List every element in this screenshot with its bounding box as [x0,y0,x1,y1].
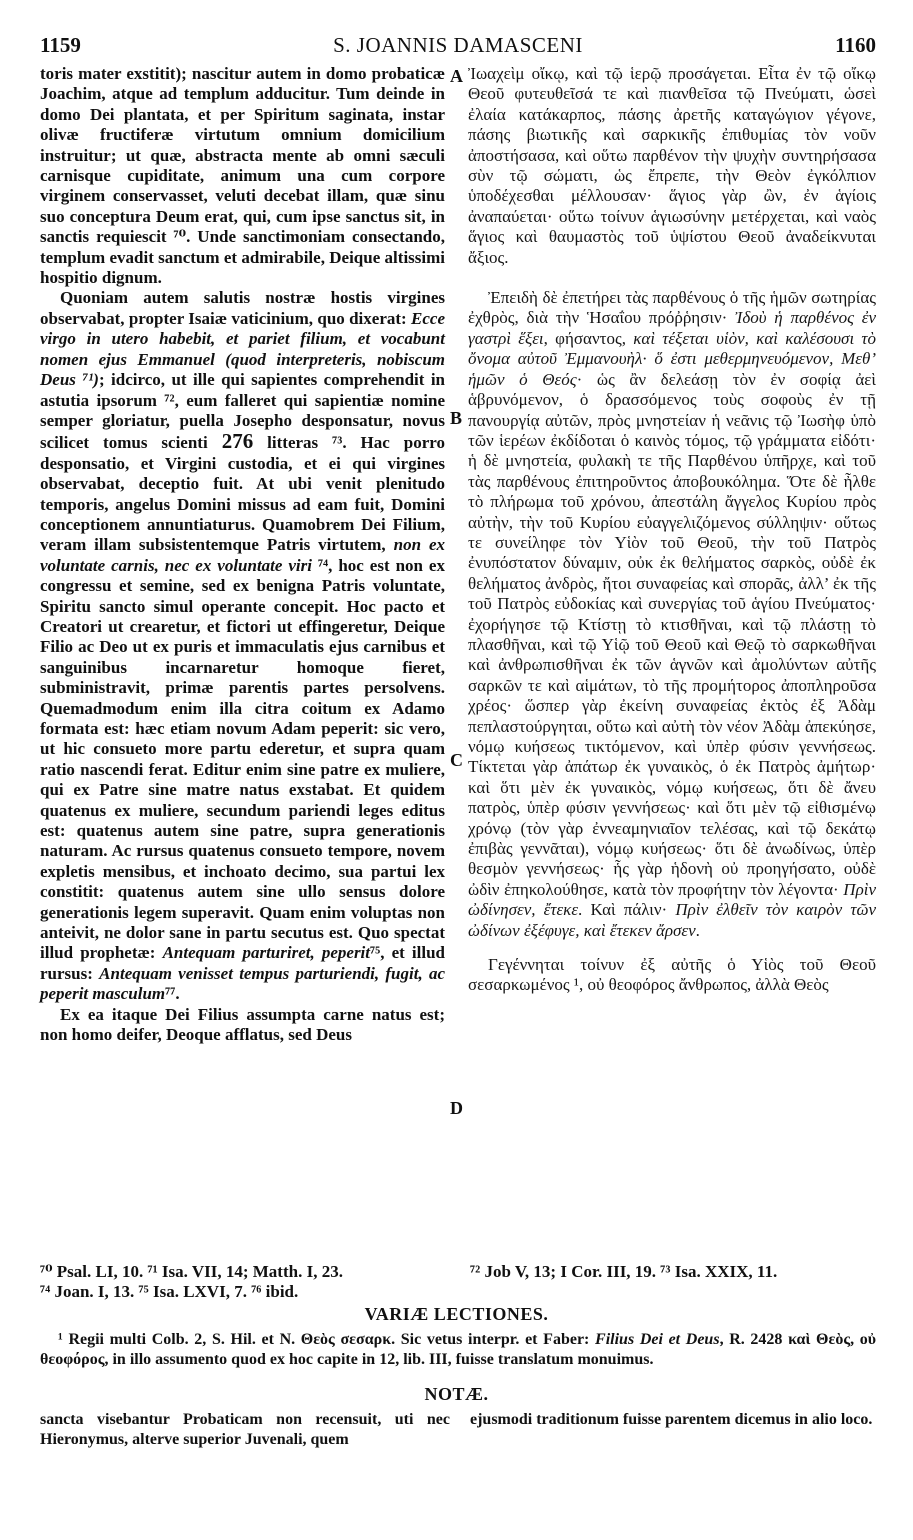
latin-text: ; idcirco, ut ille qui sapientes comprehendit in astutia ipsorum ⁷², eum falleret qui sapientiæ nomine semper gloriatur, puella Josepho desponsatur, novus scilicet tomus scienti [40,370,446,453]
latin-text: litteras ⁷³. Hac porro desponsatio, et Virgini custodia, et ei qui virgines observabat, deceptio fuit. At ubi venit plenitudo temporis, angelus Domini missus ad eam fuit, Domini conceptionem annuntiaturus. Quamobrem Dei Filium, veram illam subsistentemque Patris virtutem, [40,433,446,555]
notae-title: NOTÆ. [424,1384,489,1404]
greek-quote-prophet: Πρὶν ὠδίνησεν, ἔτεκε [468,879,877,920]
notae-left: sancta visebantur Probaticam non recensuit, uti nec Hieronymus, alterve superior Juvenali, quem [40,1411,450,1448]
latin-text: Quoniam autem salutis nostræ hostis virgines observabat, propter Isaiæ vaticinium, quo dixerat: [40,288,445,328]
latin-quote-john: non ex voluntate carnis, nec ex voluntate viri [40,535,446,575]
greek-text: · ὡς ἂν δελεάσῃ τὸν ἐν σοφίᾳ ἀεὶ ἁβρυνόμενον, ὁ δρασσόμενος τοὺς σοφοὺς ἐν τῇ πανουργίᾳ αὐτῶν, πρὸς μνηστείαν ἡ νεᾶνις τῷ Ἰωσὴφ ὑπὸ τῶν ἱερέων ἐκδίδοται ὁ καινὸς τόμος, τῷ γράμματα εἰδότι· ἡ δὲ μνηστεία, φυλακὴ τε τῆς Παρθένου ὑπῆρχε, καὶ τοῦ τὰς παρθένους ἐπιτηροῦντος ἀποβουκόλημα. Ὅτε δὲ ἦλθε τὸ πλήρωμα τοῦ χρόνου, ἀπεστάλη ἄγγελος Κυρίου πρὸς αὐτὴν, τὴν τοῦ Κυρίου εὐαγγελιζόμενος σύλληψιν· οὕτως τε συνείληφε τὸν Υἱὸν τοῦ Θεοῦ, τὴν τοῦ Πατρὸς ἐνυπόστατον δύναμιν, οὐκ ἐκ θελήματος σαρκὸς, οὐδὲ ἐκ θελήματος ἀνδρὸς, ἤτοι συναφείας καὶ σπορᾶς, ἀλλ’ ἐκ τῆς τοῦ Πατρὸς εὐδοκίας καὶ συνεργίας τοῦ ἁγίου Πνεύματος· ἐχορήγησε τῷ Κτίστῃ τὸ κτισθῆναι, καὶ τῷ πλάστῃ τὸ πλασθῆναι, καὶ τῷ Υἱῷ τοῦ Θεοῦ καὶ Θεῷ τὸ σαρκωθῆναι καὶ ἀνθρωπισθῆναι ἐκ τῶν ἁγνῶν καὶ ἀμολύντων αὐτῆς σαρκῶν τε καὶ αἱμάτων, τὸ τῆς προμήτορος ἀποπληροῦσα χρέος· ὥσπερ γὰρ ἐκείνη συναφείας ἐκτὸς ἐξ Ἀδὰμ πεπλαστούργηται, οὕτω καὶ αὐτὴ τὸν νέον Ἀδὰμ ἀπεκύησε, νόμῳ κυήσεως τικτόμενον, καὶ ὑπὲρ φύσιν γεννήσεως. Τίκτεται γὰρ ἀπάτωρ ἐκ γυναικὸς, ὁ ἐκ Πατρὸς ἀμήτωρ· καὶ ὅτι μὲν ἐκ γυναικὸς, νόμῳ κυήσεως, ὅτι δὲ ἄνευ πατρὸς, ὑπὲρ φύσιν γεννήσεως· καὶ ὅτι μὲν τῷ εἰθισμένῳ χρόνῳ (τὸν γὰρ ἐννεαμηνιαῖον τελέσας, καὶ τῷ δεκάτῳ ἐπιβὰς γεννᾶται), νόμῳ κυήσεως· ὅτι δὲ ἀνωδίνως, ὑπὲρ θεσμὸν γεννήσεως· ἧς γὰρ ἡδονὴ οὐ προηγήσατο, οὐδὲ ὠδὶν ἐπηκολούθησε, κατὰ τὸν προφήτην τὸν λέγοντα· [468,369,877,899]
greek-text: . [695,920,700,940]
notae-right: ejusmodi traditionum fuisse parentem dicemus in alio loco. [470,1411,873,1428]
margin-letter-c: C [450,750,463,770]
variae-text: , R. 2428 καὶ Θεὸς, οὐ θεοφόρος, in illo assumento quod ex hoc capite in 12, lib. III, fuisse translatum monuimus. [40,1331,877,1368]
page-number-right: 1160 [835,33,876,57]
column-number-276: 276 [221,429,254,454]
latin-text: ⁷⁴, hoc est non ex congressu et semine, sed ex benigna Patris voluntate, Spiritu sancto simul operante concepit. Hoc pacto et Creatori ut crearetur, et fictori ut effingeretur, Deique Filio ac Deo ut ex puris et immaculatis ejus carnibus et sanguinibus incarnaretur homoque fieret, subministravit, primæ parentis partes persolvens. Quemadmodum enim illa citra coitum ex Adamo formata est: hæc etiam novum Adam peperit: sic vero, ut hic consueto more partu ederetur, et supra quam ratio nascendi ferat. Editur enim sine patre ex muliere, qui ex Patre sine matre natus exstabat. Et quidem quatenus ex muliere, secundum pariendi leges editus est: quatenus autem sine patre, supra generationis naturam. Ac rursus quatenus consueto tempore, novem expletis mensibus, et inchoato decimo, sua partui lex constitit: quatenus autem sine ullo sensus dolore generationis legem superavit. Quam enim voluptas non anteivit, ne dolor sane in partu secutus est. Quo spectat illud prophetæ: [40,555,445,963]
latin-paragraph-2 [40,288,445,1004]
greek-column [468,64,876,996]
running-title: S. JOANNIS DAMASCENI [333,33,583,57]
margin-letter-b: B [450,408,463,428]
latin-column [40,64,445,1046]
footnote-line: ⁷⁰ Psal. LI, 10. ⁷¹ Isa. VII, 14; Matth. I, 23. [40,1262,343,1281]
variae-lectiones-title: VARIÆ LECTIONES. [364,1304,549,1324]
page-header [40,32,876,60]
margin-letter-d: D [450,1098,463,1118]
footnotes-left [40,1262,460,1302]
greek-paragraph-3: Γεγέννηται τοίνυν ἐξ αὐτῆς ὁ Υἱὸς τοῦ Θεοῦ σεσαρκωμένος ¹, οὐ θεοφόρος ἄνθρωπος, ἀλλὰ Θεὸς [468,955,876,995]
variae-quote: Filius Dei et Deus [595,1331,720,1348]
latin-paragraph-1: toris mater exstitit); nascitur autem in domo probaticæ Joachim, atque ad templum adducitur. Tum deinde in domo Dei plantata, et per Spiritum saginata, instar olivæ fructiferæ virtutum omnium domicilium instruitur; ut quæ, abstracta mente ab omni sæculi carnisque cupiditate, animum una cum corpore virginem conservasset, veluti decebat illam, quæ sinu suo conceptura Deum erat, qui, cum ipse sanctus sit, in sanctis requiescit ⁷⁰. Unde sanctimoniam consectando, templum evadit sanctum et admirabile, Deique altissimi hospitio dignum. [40,64,445,288]
footnote-line: ⁷⁴ Joan. I, 13. ⁷⁵ Isa. LXVI, 7. ⁷⁶ ibid. [40,1282,299,1301]
variae-lectiones-text [40,1330,876,1370]
greek-text: . Καὶ πάλιν· [578,900,668,920]
greek-quote-prophet-2: Πρὶν ἐλθεῖν τὸν καιρὸν τῶν ὠδίνων ἐξέφυγε, καὶ ἔτεκεν ἄρσεν [468,900,877,940]
footnote-line: ⁷² Job V, 13; I Cor. III, 19. ⁷³ Isa. XXIX, 11. [470,1262,778,1281]
greek-quote-isaiah: Ἰδοὺ ἡ παρθένος ἐν γαστρὶ ἕξει [468,308,877,348]
latin-quote-prophet-2: Antequam venisset tempus parturiendi, fugit, ac peperit masculum [40,963,445,1004]
page-number-left: 1159 [40,33,81,57]
greek-paragraph-2 [468,288,876,941]
greek-text: Ἐπειδὴ δὲ ἐπετήρει τὰς παρθένους ὁ τῆς ἡμῶν σωτηρίας ἐχθρὸς, διὰ τὴν Ἡσαΐου πρόῤῥησιν· [468,288,876,328]
latin-paragraph-3: Ex ea itaque Dei Filius assumpta carne natus est; non homo deifer, Deoque afflatus, sed Deus [40,1004,445,1045]
latin-quote-isaiah: Ecce virgo in utero habebit, et pariet filium, et vocabunt nomen ejus Emmanuel (quod interpreteris, nobiscum Deus ⁷¹) [40,308,445,390]
latin-text: ⁷⁷. [165,984,180,1004]
greek-text: , φήσαντος, [543,328,626,348]
margin-letter-a: A [450,66,463,86]
greek-paragraph-1: Ἰωαχεὶμ οἴκῳ, καὶ τῷ ἱερῷ προσάγεται. Εἶτα ἐν τῷ οἴκῳ Θεοῦ φυτευθεῖσά τε καὶ πιανθεῖσα τῷ Πνεύματι, ὡσεὶ ἐλαία κατάκαρπος, πάσης ἀρετῆς καταγώγιον γέγονε, πάσης βιωτικῆς καὶ σαρκικῆς ἐπιθυμίας τὸν νοῦν ἀποστήσασα, καὶ οὕτω παρθένον τὴν ψυχὴν συντηρήσασα σὺν τῷ σώματι, ὡς ἔπρεπε, τὴν Θεὸν ἐγκόλπιον ὑποδέχεσθαι μέλλουσαν· ἅγιος γὰρ ὢν, ἐν ἁγίοις ἀναπαύεται· οὕτω τοίνυν ἁγιωσύνην μετέρχεται, καὶ ναὸς ἅγιος καὶ θαυμαστὸς τοῦ ὑψίστου Θεοῦ ἀναδείκνυται ἄξιος. [468,64,876,267]
greek-quote-isaiah-2: καὶ τέξεται υἱὸν, καὶ καλέσουσι τὸ ὄνομα αὐτοῦ Ἐμμανουὴλ· ὅ ἐστι μεθερμηνευόμενον, Μεθ’ ἡμῶν ὁ Θεός [468,328,877,389]
latin-quote-prophet: Antequam parturiret, peperit [162,943,371,963]
variae-text: ¹ Regii multi Colb. 2, S. Hil. et N. Θεὸς σεσαρκ. Sic vetus interpr. et Faber: [58,1331,590,1348]
latin-text: ⁷⁵, et illud rursus: [40,943,445,983]
footnotes-right [470,1262,876,1282]
